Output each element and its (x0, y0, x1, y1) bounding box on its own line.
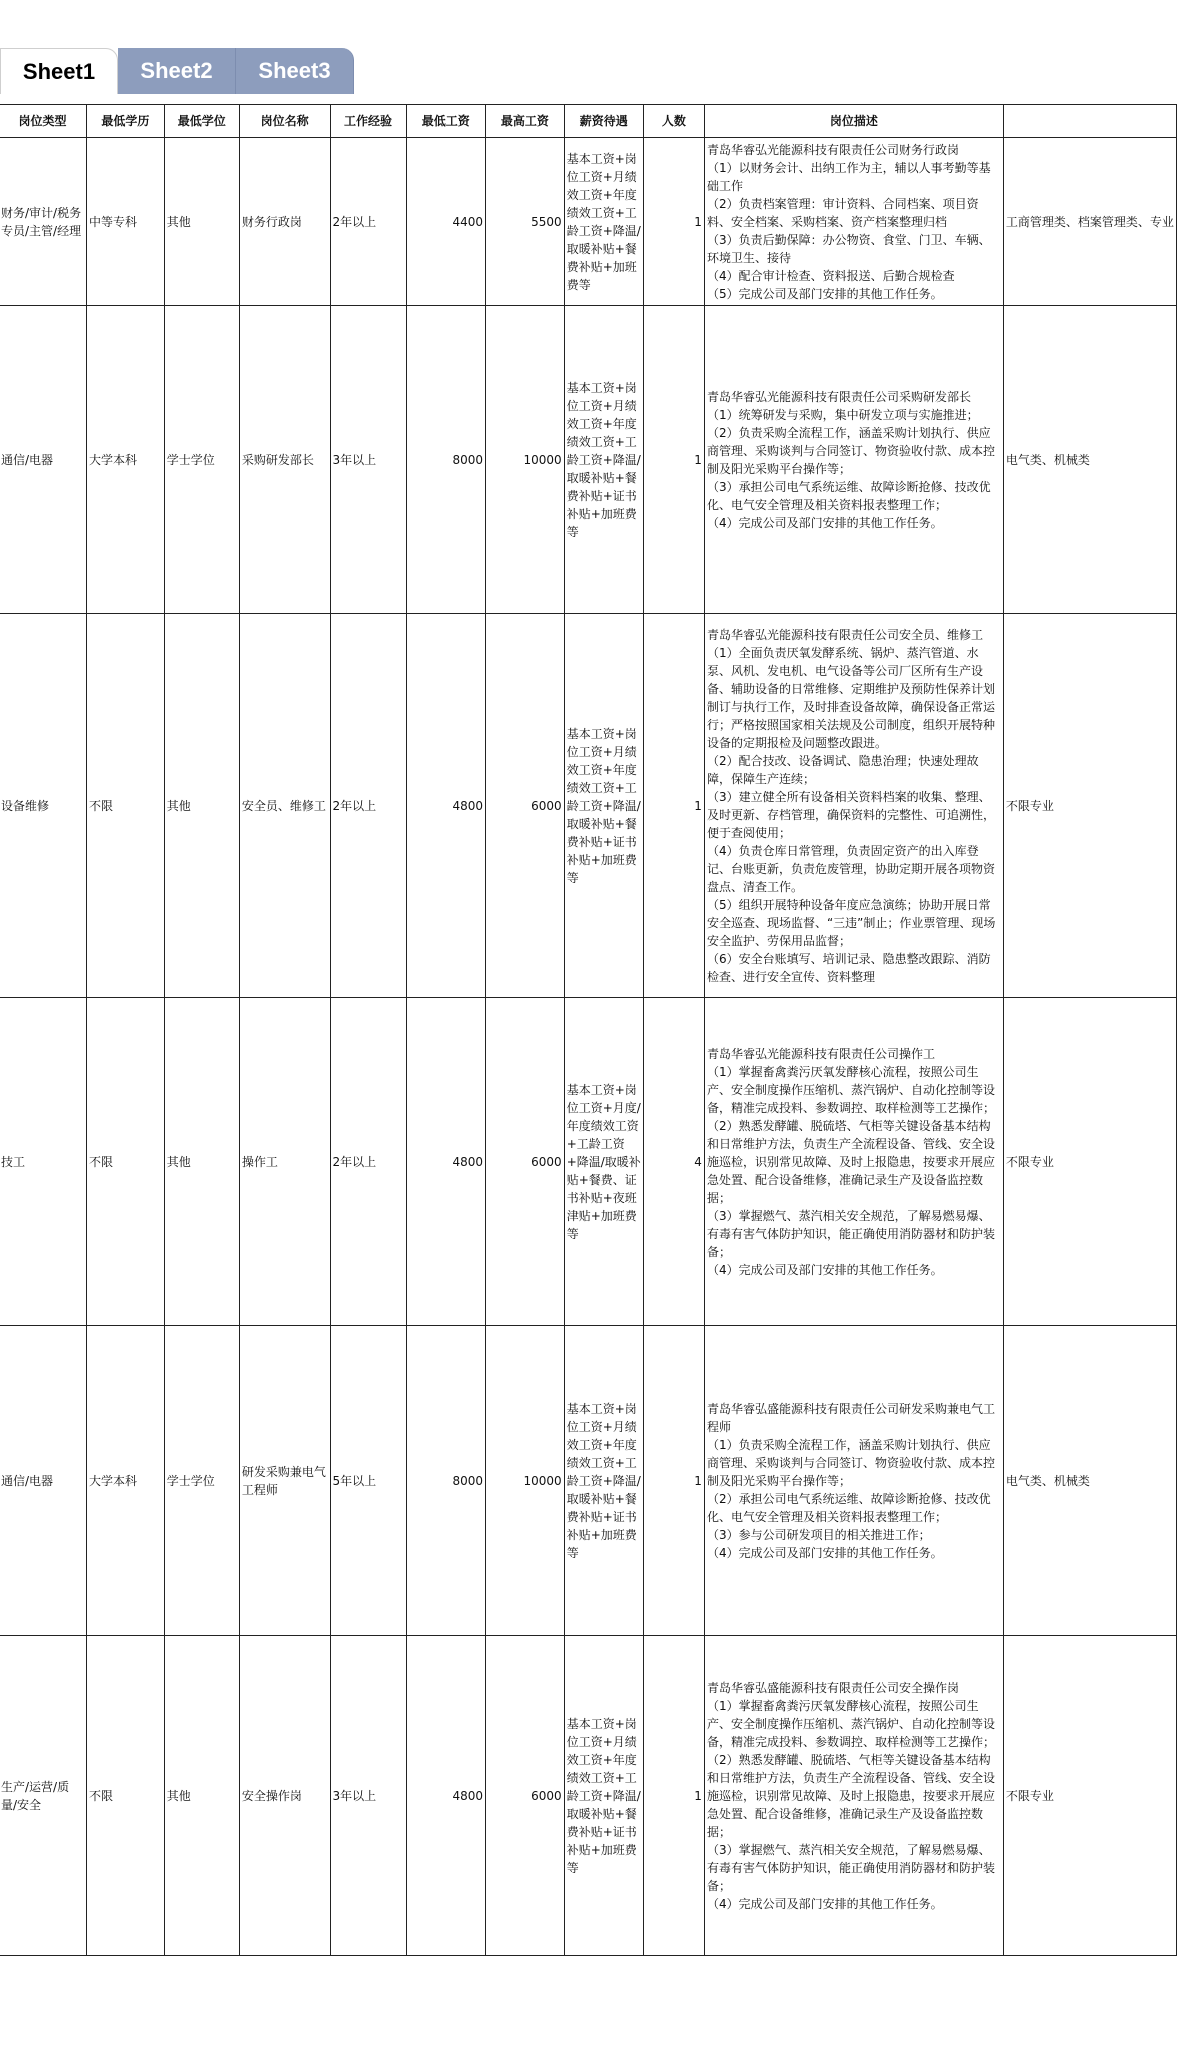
education-cell[interactable]: 大学本科 (86, 1326, 164, 1636)
job-name-cell[interactable]: 操作工 (239, 998, 330, 1326)
table-body (0, 138, 1177, 1956)
education-cell[interactable]: 不限 (86, 1636, 164, 1956)
major-cell[interactable]: 电气类、机械类 (1003, 1326, 1176, 1636)
description-line: （1）负责采购全流程工作，涵盖采购计划执行、供应商管理、采购谈判与合同签订、物资验收付款、成本控制及阳光采购平台操作等； (706, 1437, 995, 1488)
job-name-cell[interactable]: 财务行政岗 (239, 138, 330, 306)
job-type-cell[interactable]: 通信/电器 (0, 1326, 86, 1636)
benefits-cell[interactable]: 基本工资+岗位工资+月绩效工资+年度绩效工资+工龄工资+降温/取暖补贴+餐费补贴+证书补贴+加班费等 (564, 1636, 643, 1956)
description-line: （2）承担公司电气系统运维、故障诊断抢修、技改优化、电气安全管理及相关资料报表整理工作； (706, 1491, 991, 1524)
headcount-cell[interactable]: 1 (643, 1326, 704, 1636)
degree-cell[interactable]: 学士学位 (164, 306, 239, 614)
headcount-cell[interactable]: 1 (643, 614, 704, 998)
max-salary-cell[interactable]: 6000 (486, 614, 565, 998)
description-line: （2）熟悉发酵罐、脱硫塔、气柜等关键设备基本结构和日常维护方法，负责生产全流程设备、管线、安全设施巡检，识别常见故障、及时上报隐患，按要求开展应急处置、配合设备维修，准确记录生产及设备监控数据； (706, 1118, 995, 1205)
description-cell[interactable] (704, 1326, 1003, 1636)
description-line: （1）全面负责厌氧发酵系统、锅炉、蒸汽管道、水泵、风机、发电机、电气设备等公司厂区所有生产设备、辅助设备的日常维修、定期维护及预防性保养计划制订与执行工作，及时排查设备故障，确保设备正常运行；严格按照国家相关法规及公司制度，组织开展特种设备的定期报检及问题整改跟进。 (706, 645, 995, 750)
description-line: 青岛华睿弘光能源科技有限责任公司操作工 (706, 1046, 935, 1061)
tab-sheet1[interactable]: Sheet1 (0, 48, 118, 94)
benefits-cell[interactable]: 基本工资+岗位工资+月绩效工资+年度绩效工资+工龄工资+降温/取暖补贴+餐费补贴+证书补贴+加班费等 (564, 1326, 643, 1636)
major-cell[interactable]: 电气类、机械类 (1003, 306, 1176, 614)
education-cell[interactable]: 不限 (86, 998, 164, 1326)
job-name-cell[interactable]: 安全员、维修工 (239, 614, 330, 998)
table-row (0, 1326, 1177, 1636)
description-line: （5）组织开展特种设备年度应急演练；协助开展日常安全巡查、现场监督、“三违”制止；作业票管理、现场安全监护、劳保用品监督； (706, 897, 996, 948)
description-line: （2）负责采购全流程工作，涵盖采购计划执行、供应商管理、采购谈判与合同签订、物资验收付款、成本控制及阳光采购平台操作等； (706, 425, 995, 476)
description-line: （1）掌握畜禽粪污厌氧发酵核心流程，按照公司生产、安全制度操作压缩机、蒸汽锅炉、自动化控制等设备，精准完成投料、参数调控、取样检测等工艺操作； (706, 1698, 995, 1749)
table-row (0, 1636, 1177, 1956)
job-type-cell[interactable]: 生产/运营/质量/安全 (0, 1636, 86, 1956)
benefits-cell[interactable]: 基本工资+岗位工资+月绩效工资+年度绩效工资+工龄工资+降温/取暖补贴+餐费补贴+证书补贴+加班费等 (564, 614, 643, 998)
header-row (0, 105, 1177, 138)
education-cell[interactable]: 中等专科 (86, 138, 164, 306)
degree-cell[interactable]: 其他 (164, 998, 239, 1326)
description-line: （4）配合审计检查、资料报送、后勤合规检查 (706, 268, 955, 283)
experience-cell[interactable]: 2年以上 (330, 614, 406, 998)
description-line: （4）负责仓库日常管理，负责固定资产的出入库登记、台账更新，负责危废管理，协助定期开展各项物资盘点、清查工作。 (706, 843, 995, 894)
header-max-salary[interactable]: 最高工资 (486, 105, 565, 138)
education-cell[interactable]: 不限 (86, 614, 164, 998)
description-line: （2）熟悉发酵罐、脱硫塔、气柜等关键设备基本结构和日常维护方法，负责生产全流程设备、管线、安全设施巡检，识别常见故障、及时上报隐患，按要求开展应急处置、配合设备维修，准确记录生产及设备监控数据； (706, 1752, 995, 1839)
experience-cell[interactable]: 2年以上 (330, 998, 406, 1326)
description-line: （4）完成公司及部门安排的其他工作任务。 (706, 1896, 943, 1911)
header-major[interactable] (1003, 105, 1176, 138)
header-job-description[interactable]: 岗位描述 (704, 105, 1003, 138)
header-min-education[interactable]: 最低学历 (86, 105, 164, 138)
experience-cell[interactable]: 3年以上 (330, 1636, 406, 1956)
job-type-cell[interactable]: 财务/审计/税务专员/主管/经理 (0, 138, 86, 306)
degree-cell[interactable]: 学士学位 (164, 1326, 239, 1636)
description-line: （3）掌握燃气、蒸汽相关安全规范，了解易燃易爆、有毒有害气体防护知识，能正确使用消防器材和防护装备； (706, 1842, 995, 1893)
major-cell[interactable]: 不限专业 (1003, 998, 1176, 1326)
max-salary-cell[interactable]: 10000 (486, 306, 565, 614)
job-type-cell[interactable]: 设备维修 (0, 614, 86, 998)
min-salary-cell[interactable]: 8000 (406, 306, 486, 614)
description-line: （4）完成公司及部门安排的其他工作任务。 (706, 515, 943, 530)
description-cell[interactable] (704, 614, 1003, 998)
min-salary-cell[interactable]: 4800 (406, 1636, 486, 1956)
degree-cell[interactable]: 其他 (164, 138, 239, 306)
header-min-degree[interactable]: 最低学位 (164, 105, 239, 138)
description-cell[interactable] (704, 138, 1003, 306)
job-table (0, 104, 1177, 1956)
job-type-cell[interactable]: 通信/电器 (0, 306, 86, 614)
description-line: （4）完成公司及部门安排的其他工作任务。 (706, 1262, 943, 1277)
tab-sheet2[interactable]: Sheet2 (118, 48, 236, 94)
header-job-name[interactable]: 岗位名称 (239, 105, 330, 138)
table-row (0, 614, 1177, 998)
description-line: （1）以财务会计、出纳工作为主，辅以人事考勤等基础工作 (706, 160, 991, 193)
headcount-cell[interactable]: 1 (643, 306, 704, 614)
header-headcount[interactable]: 人数 (643, 105, 704, 138)
max-salary-cell[interactable]: 5500 (486, 138, 565, 306)
header-experience[interactable]: 工作经验 (330, 105, 406, 138)
headcount-cell[interactable]: 1 (643, 138, 704, 306)
header-job-type[interactable]: 岗位类型 (0, 105, 86, 138)
description-line: （3）掌握燃气、蒸汽相关安全规范，了解易燃易爆、有毒有害气体防护知识，能正确使用消防器材和防护装备； (706, 1208, 995, 1259)
table-row (0, 306, 1177, 614)
description-line: 青岛华睿弘光能源科技有限责任公司采购研发部长 (706, 389, 971, 404)
tab-sheet3[interactable]: Sheet3 (236, 48, 354, 94)
description-cell[interactable] (704, 1636, 1003, 1956)
table-row (0, 138, 1177, 306)
description-line: （2）配合技改、设备调试、隐患治理；快速处理故障，保障生产连续； (706, 753, 979, 786)
description-line: （5）完成公司及部门安排的其他工作任务。 (706, 286, 943, 301)
description-line: （3）负责后勤保障：办公物资、食堂、门卫、车辆、环境卫生、接待 (706, 232, 991, 265)
min-salary-cell[interactable]: 8000 (406, 1326, 486, 1636)
description-line: 青岛华睿弘光能源科技有限责任公司财务行政岗 (706, 142, 959, 157)
table-row (0, 998, 1177, 1326)
experience-cell[interactable]: 5年以上 (330, 1326, 406, 1636)
description-line: 青岛华睿弘盛能源科技有限责任公司安全操作岗 (706, 1680, 959, 1695)
description-line: （1）掌握畜禽粪污厌氧发酵核心流程，按照公司生产、安全制度操作压缩机、蒸汽锅炉、自动化控制等设备，精准完成投料、参数调控、取样检测等工艺操作； (706, 1064, 995, 1115)
job-type-cell[interactable]: 技工 (0, 998, 86, 1326)
max-salary-cell[interactable]: 6000 (486, 998, 565, 1326)
degree-cell[interactable]: 其他 (164, 1636, 239, 1956)
max-salary-cell[interactable]: 6000 (486, 1636, 565, 1956)
headcount-cell[interactable]: 1 (643, 1636, 704, 1956)
sheet-tabs (0, 44, 354, 94)
min-salary-cell[interactable]: 4800 (406, 998, 486, 1326)
description-line: （1）统筹研发与采购，集中研发立项与实施推进； (706, 407, 979, 422)
headcount-cell[interactable]: 4 (643, 998, 704, 1326)
min-salary-cell[interactable]: 4400 (406, 138, 486, 306)
major-cell[interactable]: 不限专业 (1003, 614, 1176, 998)
min-salary-cell[interactable]: 4800 (406, 614, 486, 998)
description-line: 青岛华睿弘光能源科技有限责任公司安全员、维修工 (706, 627, 983, 642)
description-line: （6）安全台账填写、培训记录、隐患整改跟踪、消防检查、进行安全宣传、资料整理 (706, 951, 991, 984)
job-name-cell[interactable]: 采购研发部长 (239, 306, 330, 614)
description-line: （3）承担公司电气系统运维、故障诊断抢修、技改优化、电气安全管理及相关资料报表整理工作； (706, 479, 991, 512)
header-benefits[interactable]: 薪资待遇 (564, 105, 643, 138)
max-salary-cell[interactable]: 10000 (486, 1326, 565, 1636)
description-line: （4）完成公司及部门安排的其他工作任务。 (706, 1545, 943, 1560)
benefits-cell[interactable]: 基本工资+岗位工资+月绩效工资+年度绩效工资+工龄工资+降温/取暖补贴+餐费补贴+加班费等 (564, 138, 643, 306)
description-line: （3）建立健全所有设备相关资料档案的收集、整理、及时更新、存档管理，确保资料的完整性、可追溯性，便于查阅使用； (706, 789, 995, 840)
benefits-cell[interactable]: 基本工资+岗位工资+月度/年度绩效工资+工龄工资+降温/取暖补贴+餐费、证书补贴+夜班津贴+加班费等 (564, 998, 643, 1326)
description-cell[interactable] (704, 306, 1003, 614)
description-cell[interactable] (704, 998, 1003, 1326)
job-name-cell[interactable]: 安全操作岗 (239, 1636, 330, 1956)
major-cell[interactable]: 不限专业 (1003, 1636, 1176, 1956)
experience-cell[interactable]: 3年以上 (330, 306, 406, 614)
job-name-cell[interactable]: 研发采购兼电气工程师 (239, 1326, 330, 1636)
description-line: （3）参与公司研发项目的相关推进工作； (706, 1527, 931, 1542)
description-line: 青岛华睿弘盛能源科技有限责任公司研发采购兼电气工程师 (706, 1401, 995, 1434)
header-min-salary[interactable]: 最低工资 (406, 105, 486, 138)
major-cell[interactable]: 工商管理类、档案管理类、专业 (1003, 138, 1176, 306)
degree-cell[interactable]: 其他 (164, 614, 239, 998)
benefits-cell[interactable]: 基本工资+岗位工资+月绩效工资+年度绩效工资+工龄工资+降温/取暖补贴+餐费补贴+证书补贴+加班费等 (564, 306, 643, 614)
experience-cell[interactable]: 2年以上 (330, 138, 406, 306)
education-cell[interactable]: 大学本科 (86, 306, 164, 614)
description-line: （2）负责档案管理：审计资料、合同档案、项目资料、安全档案、采购档案、资产档案整理归档 (706, 196, 979, 229)
